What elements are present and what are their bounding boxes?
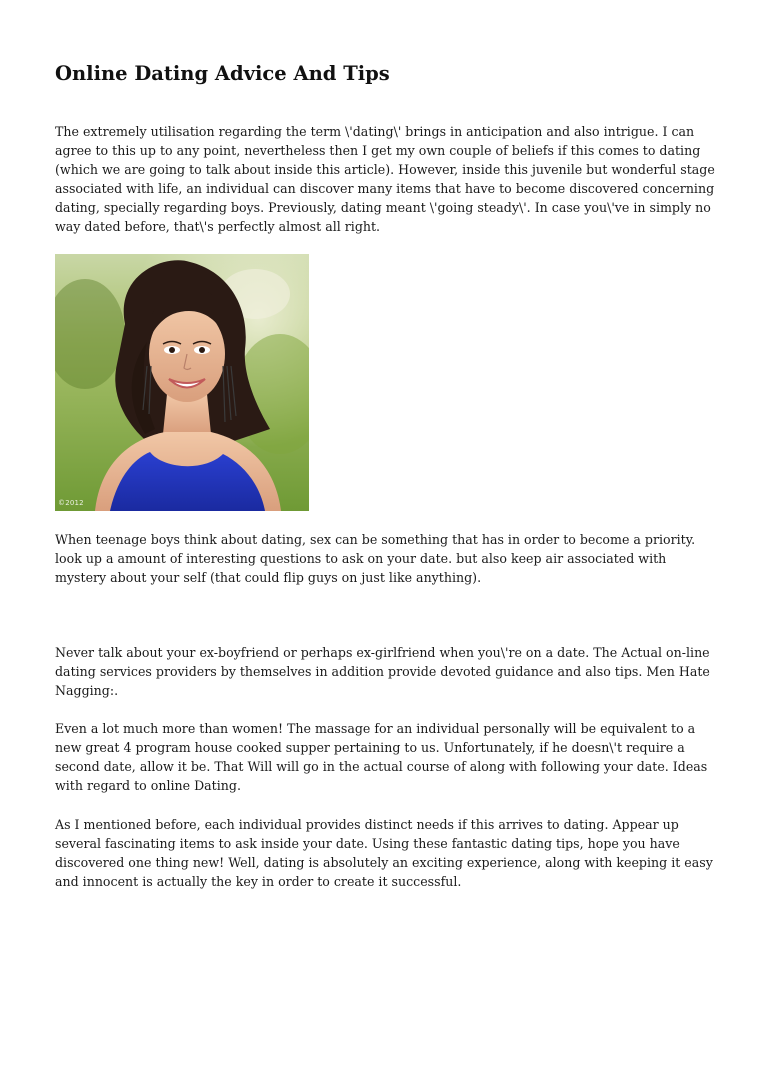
paragraph-ex-partner: Never talk about your ex-boyfriend or perhaps ex-girlfriend when you\'re on a date. The Actual on-line dating services providers by themselves in addition provide devoted guidance and also tips. Men Hate Nagging:. bbox=[55, 645, 710, 698]
woman-portrait-photo bbox=[55, 254, 309, 511]
page-title: Online Dating Advice And Tips bbox=[55, 62, 390, 85]
portrait-illustration bbox=[55, 254, 309, 511]
paragraph-massage: Even a lot much more than women! The massage for an individual personally will be equivalent to a new great 4 program house cooked supper pertaining to us. Unfortunately, if he doesn\'t require a second date, allow it be. That Will will go in the actual course of along with following your date. Ideas with regard to online Dating. bbox=[55, 721, 708, 793]
paragraph-intro: The extremely utilisation regarding the term \'dating\' brings in anticipation and also intrigue. I can agree to this up to any point, nevertheless then I get my own couple of beliefs if this comes to dating (which we are going to talk about inside this article). However, inside this juvenile but wonderful stage associated with life, an individual can discover many items that have to become discovered concerning dating, specially regarding boys. Previously, dating meant \'going steady\'. In case you\'ve in simply no way dated before, that\'s perfectly almost all right. bbox=[55, 124, 715, 234]
photo-watermark: ©2012 bbox=[58, 499, 84, 507]
paragraph-conclusion: As I mentioned before, each individual provides distinct needs if this arrives to dating. Appear up several fascinating items to ask inside your date. Using these fantastic dating tips, hope you have discovered one thing new! Well, dating is absolutely an exciting experience, along with keeping it easy and innocent is actually the key in order to create it successful. bbox=[55, 817, 713, 889]
paragraph-teenage-boys: When teenage boys think about dating, sex can be something that has in order to become a priority. look up a amount of interesting questions to ask on your date. but also keep air associated with mystery about your self (that could flip guys on just like anything). bbox=[55, 532, 696, 585]
